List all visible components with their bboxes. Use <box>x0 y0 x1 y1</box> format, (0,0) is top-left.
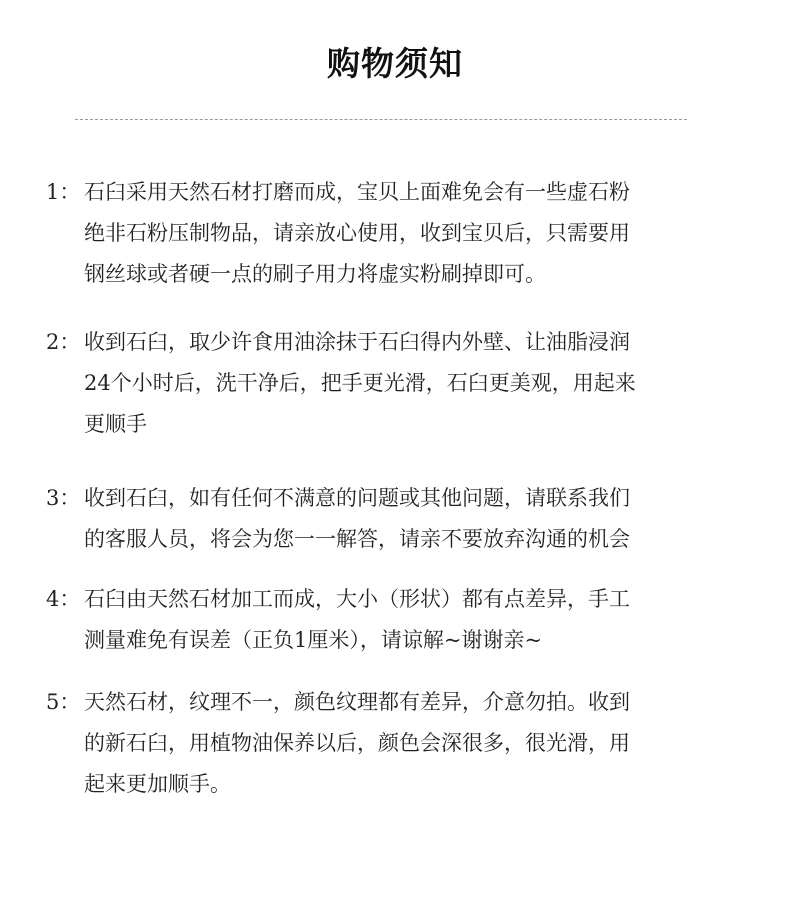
item-text <box>84 579 716 661</box>
notice-item-4 <box>46 579 716 661</box>
item-line: 的客服人员，将会为您一一解答，请亲不要放弃沟通的机会 <box>84 527 630 551</box>
item-line: 天然石材，纹理不一，颜色纹理都有差异，介意勿拍。收到 <box>84 690 630 714</box>
item-line: 测量难免有误差（正负1厘米），请谅解~谢谢亲~ <box>84 628 543 652</box>
item-text <box>84 322 716 445</box>
item-number: 5： <box>46 690 81 714</box>
item-line: 更顺手 <box>84 412 147 436</box>
notice-item-3 <box>46 478 716 560</box>
item-line: 起来更加顺手。 <box>84 772 231 796</box>
item-text <box>84 682 716 805</box>
notice-item-5 <box>46 682 716 805</box>
notice-item-1 <box>46 172 716 295</box>
item-text <box>84 172 716 295</box>
notice-item-2 <box>46 322 716 445</box>
item-number: 1： <box>46 180 81 204</box>
page-title: 购物须知 <box>327 44 463 83</box>
item-text <box>84 478 716 560</box>
item-line: 钢丝球或者硬一点的刷子用力将虚实粉刷掉即可。 <box>84 262 546 286</box>
dashed-divider <box>75 119 687 120</box>
item-line: 绝非石粉压制物品，请亲放心使用，收到宝贝后，只需要用 <box>84 221 630 245</box>
item-number: 2： <box>46 330 81 354</box>
item-line: 收到石臼，如有任何不满意的问题或其他问题，请联系我们 <box>84 486 630 510</box>
item-number: 4： <box>46 587 81 611</box>
item-line: 24个小时后，洗干净后，把手更光滑，石臼更美观，用起来 <box>84 371 636 395</box>
item-line: 的新石臼，用植物油保养以后，颜色会深很多，很光滑，用 <box>84 731 630 755</box>
item-line: 石臼由天然石材加工而成，大小（形状）都有点差异，手工 <box>84 587 630 611</box>
item-line: 石臼采用天然石材打磨而成，宝贝上面难免会有一些虚石粉 <box>84 180 630 204</box>
item-number: 3： <box>46 486 81 510</box>
item-line: 收到石臼，取少许食用油涂抹于石臼得内外壁、让油脂浸润 <box>84 330 630 354</box>
